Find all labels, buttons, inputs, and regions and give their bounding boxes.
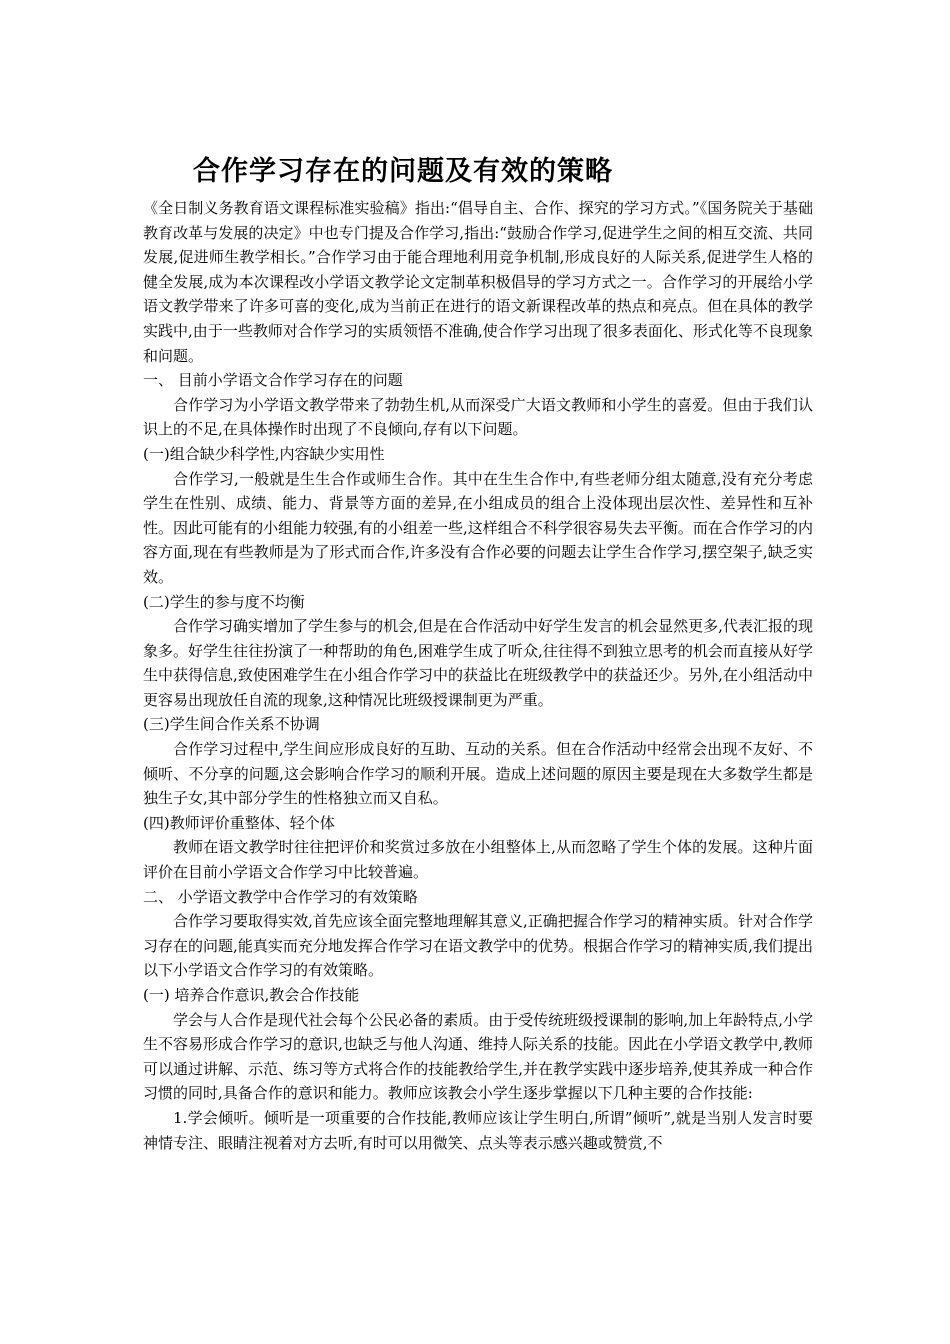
- subsection-paragraph-2-1: 学会与人合作是现代社会每个公民必备的素质。由于受传统班级授课制的影响,加上年龄特点,小学生不容易形成合作学习的意识,也缺乏与他人沟通、维持人际关系的技能。因此在小学语文教学中,教师可以通过讲解、示范、练习等方式将合作的技能教给学生,并在教学实践中逐步培养,使其养成一种合作习惯的同时,具备合作的意识和能力。教师应该教会小学生逐步掌握以下几种主要的合作技能:: [143, 1010, 813, 1103]
- document-title: 合作学习存在的问题及有效的策略: [193, 156, 613, 187]
- subsection-paragraph-1-1: 合作学习,一般就是生生合作或师生合作。其中在生生合作中,有些老师分组太随意,没有充分考虑学生在性别、成绩、能力、背景等方面的差异,在小组成员的组合上没体现出层次性、差异性和互补性。因此可能有的小组能力较强,有的小组差一些,这样组合不科学很容易失去平衡。而在合作学习的内容方面,现在有些教师是为了形式而合作,许多没有合作必要的问题去让学生合作学习,摆空架子,缺乏实效。: [143, 469, 813, 586]
- subsection-heading-1-2: (二)学生的参与度不均衡: [143, 592, 305, 611]
- subsection-paragraph-1-2: 合作学习确实增加了学生参与的机会,但是在合作活动中好学生发言的机会显然更多,代表汇报的现象多。好学生往往扮演了一种帮助的角色,困难学生成了听众,往往得不到独立思考的机会而直接从好学生中获得信息,致使困难学生在小组合作学习中的获益比在班级教学中的获益还少。另外,在小组活动中更容易出现放任自流的现象,这种情况比班级授课制更为严重。: [143, 617, 813, 709]
- section1-intro-paragraph: 合作学习为小学语文教学带来了勃勃生机,从而深受广大语文教师和小学生的喜爱。但由于我们认识上的不足,在具体操作时出现了不良倾向,存有以下问题。: [143, 395, 813, 439]
- subsection-heading-2-1: (一) 培养合作意识,教会合作技能: [143, 986, 360, 1004]
- section-heading-2: 二、 小学语文教学中合作学习的有效策略: [143, 887, 418, 906]
- subsection-heading-1-1: (一)组合缺少科学性,内容缺少实用性: [143, 444, 385, 463]
- subsection-paragraph-1-4: 教师在语文教学时往往把评价和奖赏过多放在小组整体上,从而忽略了学生个体的发展。这种片面评价在目前小学语文合作学习中比较普遍。: [143, 838, 813, 882]
- document-page: [143, 150, 813, 1155]
- section-heading-1: 一、 目前小学语文合作学习存在的问题: [143, 371, 403, 390]
- subsection-heading-1-3: (三)学生间合作关系不协调: [143, 715, 320, 734]
- section2-intro-paragraph: 合作学习要取得实效,首先应该全面完整地理解其意义,正确把握合作学习的精神实质。针对合作学习存在的问题,能真实而充分地发挥合作学习在语文教学中的优势。根据合作学习的精神实质,我们提出以下小学语文合作学习的有效策略。: [143, 912, 813, 980]
- subsection-paragraph-1-3: 合作学习过程中,学生间应形成良好的互助、互动的关系。但在合作活动中经常会出现不友好、不倾听、不分享的问题,这会影响合作学习的顺利开展。造成上述问题的原因主要是现在大多数学生都是独生子女,其中部分学生的性格独立而又自私。: [143, 740, 813, 808]
- intro-paragraph: 《全日制义务教育语文课程标准实验稿》指出:“倡导自主、合作、探究的学习方式。”《国务院关于基础教育改革与发展的决定》中也专门提及合作学习,指出:“鼓励合作学习,促进学生之间的相互交流、共同发展,促进师生教学相长。”合作学习由于能合理地利用竞争机制,形成良好的人际关系,促进学生人格的健全发展,成为本次课程改小学语文教学论文定制革积极倡导的学习方式之一。合作学习的开展给小学语文教学带来了许多可喜的变化,成为当前正在进行的语文新课程改革的热点和亮点。但在具体的教学实践中,由于一些教师对合作学习的实质领悟不准确,使合作学习出现了很多表面化、形式化等不良现象和问题。: [143, 199, 813, 365]
- point-paragraph-2-1-1: 1.学会倾听。倾听是一项重要的合作技能,教师应该让学生明白,所谓”倾听”,就是当别人发言时要神情专注、眼睛注视着对方去听,有时可以用微笑、点头等表示感兴趣或赞赏,不: [143, 1108, 813, 1152]
- subsection-heading-1-4: (四)教师评价重整体、轻个体: [143, 813, 335, 832]
